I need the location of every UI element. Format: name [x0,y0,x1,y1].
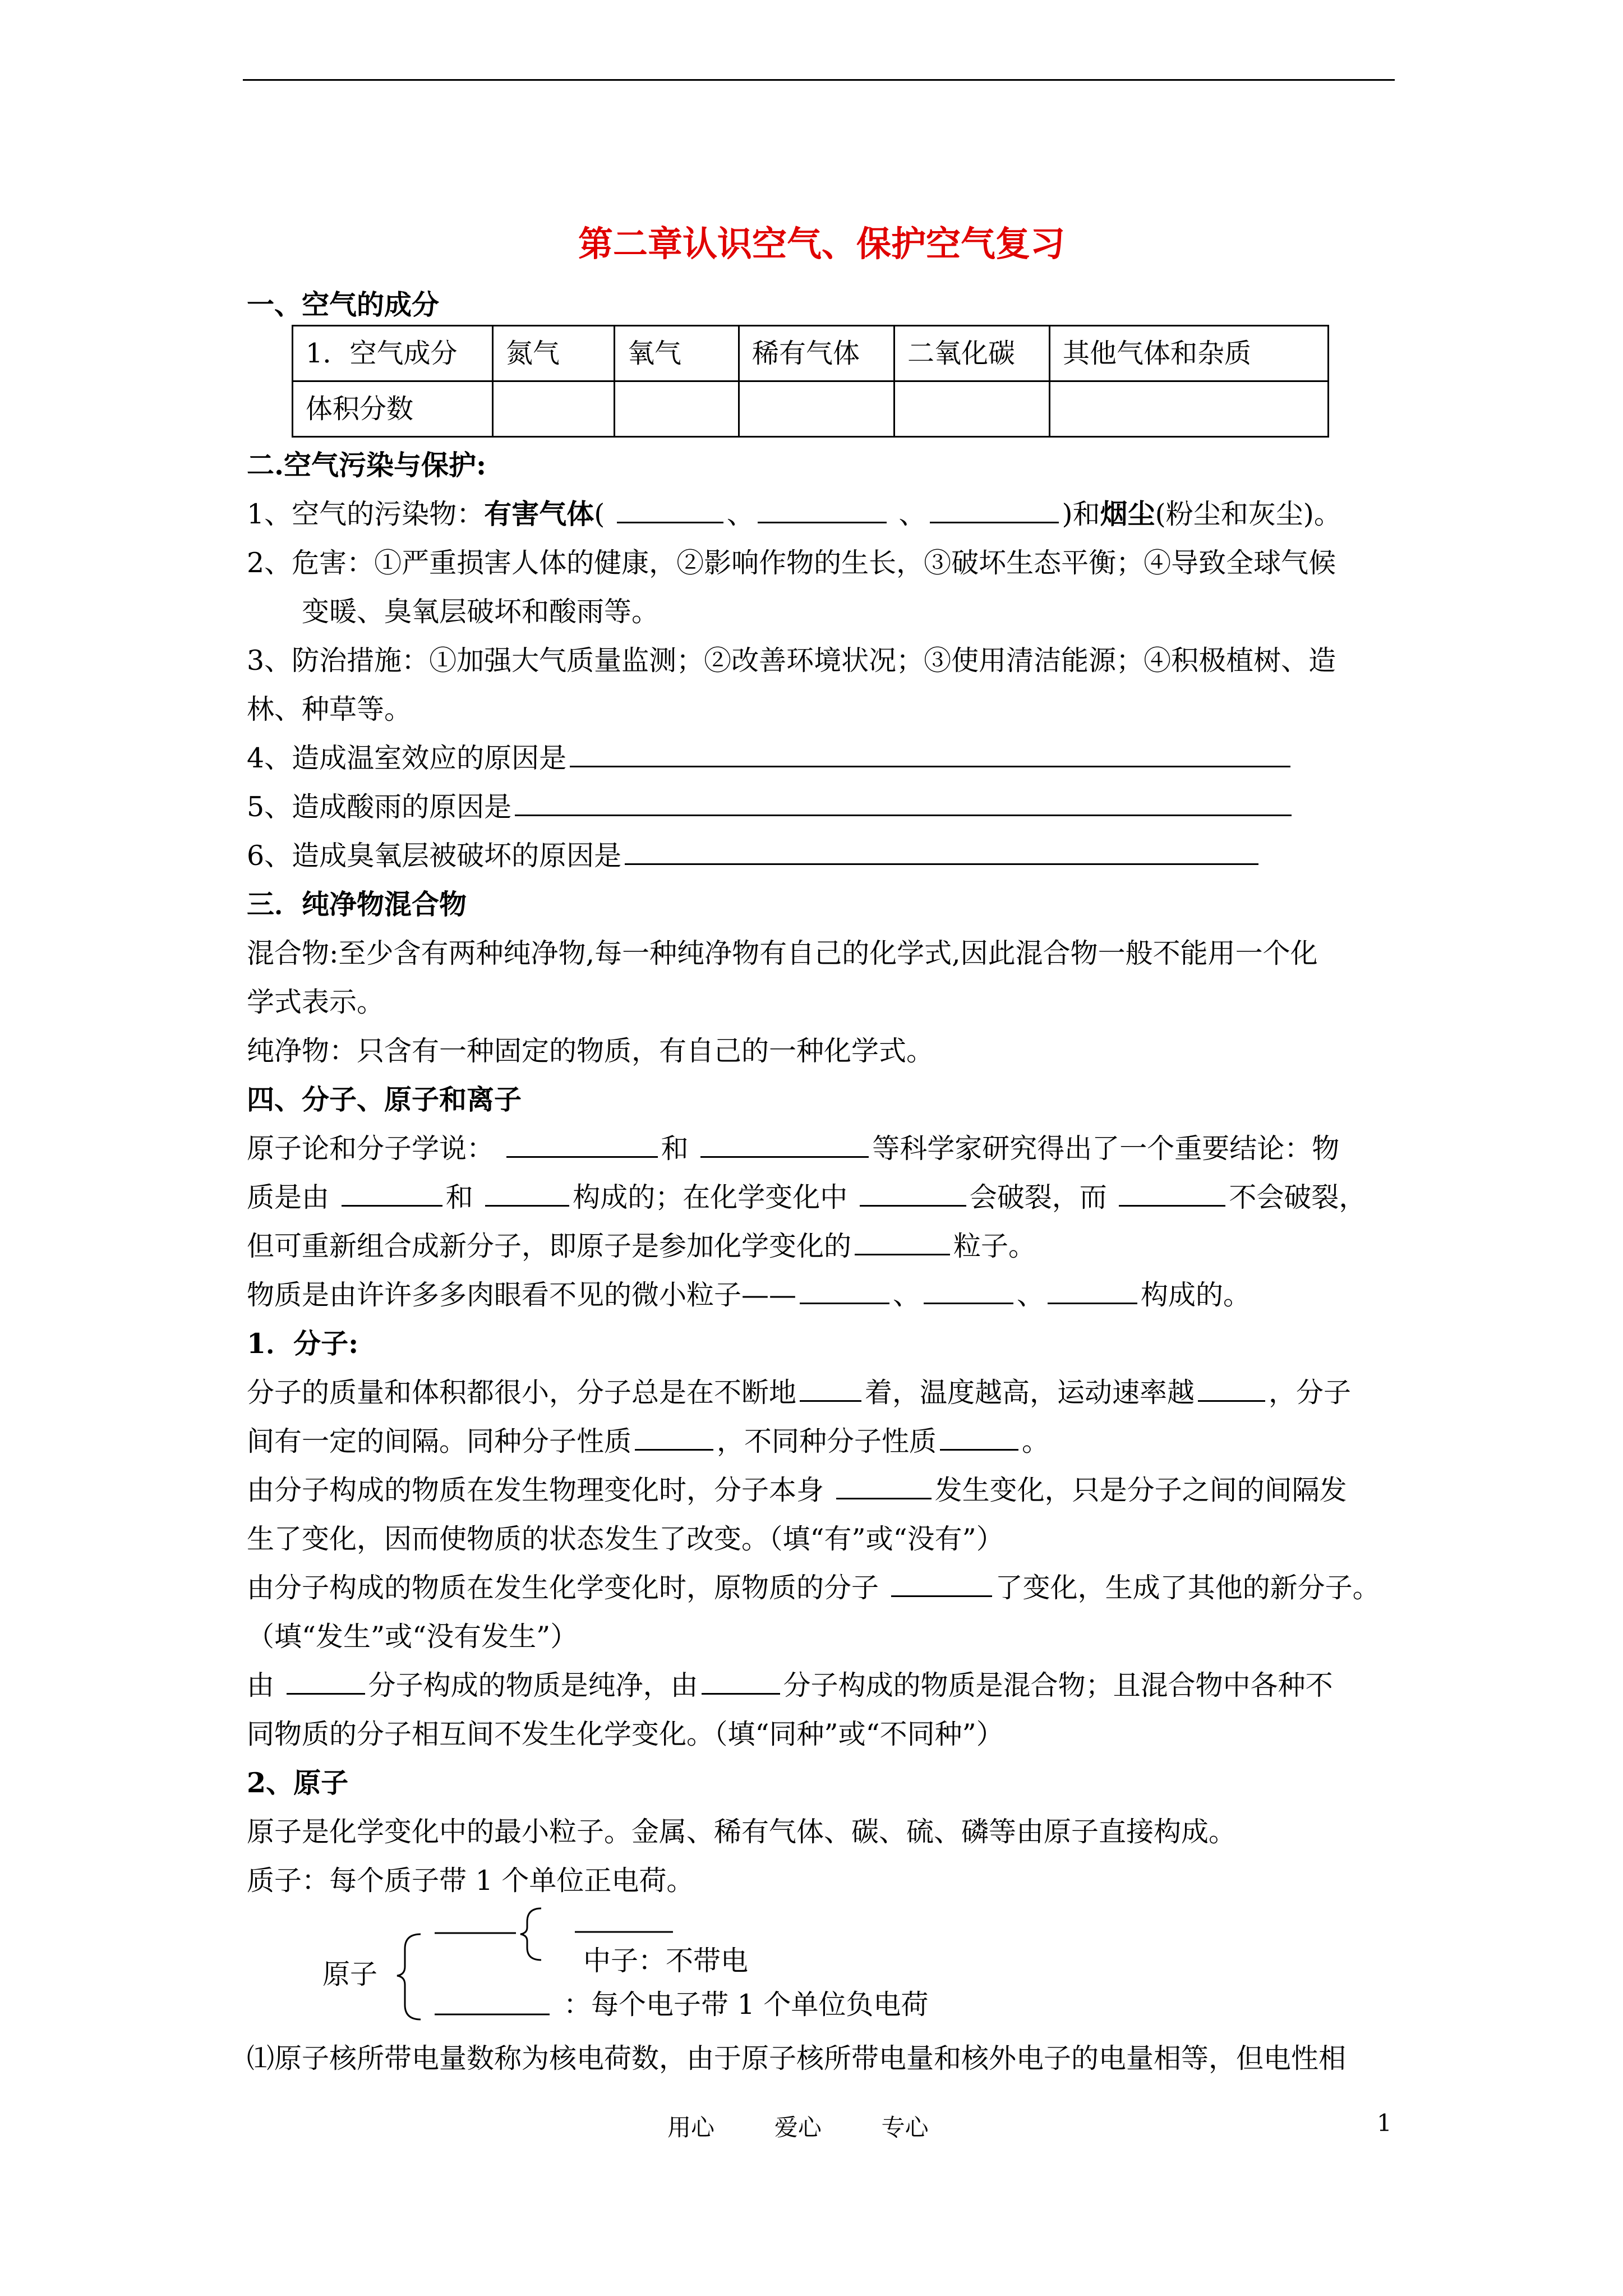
fill-blank[interactable] [506,1126,658,1158]
fill-blank[interactable] [930,491,1059,523]
table-header-cell: 其他气体和杂质 [1050,326,1329,381]
fill-blank[interactable] [940,1419,1018,1451]
fill-blank[interactable] [515,784,1292,816]
table-cell [739,381,895,437]
text-line: 1、空气的污染物：有害气体( 、 、 )和烟尘(粉尘和灰尘)。 [247,490,1396,539]
fill-blank[interactable] [758,491,887,523]
table-header-cell: 氧气 [615,326,739,381]
text-line: 变暖、臭氧层破坏和酸雨等。 [302,596,660,628]
text-line: 分子的质量和体积都很小，分子总是在不断地 着，温度越高，运动速率越 ，分子 [247,1368,1396,1417]
table-cell [1050,381,1329,437]
table-row-label: 体积分数 [293,381,493,437]
table-cell [615,381,739,437]
text-line: 物质是由许许多多肉眼看不见的微小粒子—— 、 、 构成的。 [247,1271,1396,1319]
section-heading-particles: 四、分子、原子和离子 [247,1083,522,1116]
subheading-atom: 2、原子 [247,1766,349,1799]
text-line: 混合物:至少含有两种纯净物,每一种纯净物有自己的化学式,因此混合物一般不能用一个化 [247,937,1318,969]
text-line: 由分子构成的物质在发生物理变化时，分子本身 发生变化，只是分子之间的间隔发 [247,1466,1396,1515]
atom-label: 原子 [322,1958,378,1990]
fill-blank[interactable] [1198,1370,1265,1402]
fill-blank[interactable] [1119,1175,1225,1207]
fill-blank[interactable] [485,1175,569,1207]
fill-blank[interactable] [800,1370,861,1402]
text-line: 5、造成酸雨的原因是 [247,783,1396,831]
fill-blank[interactable] [625,833,1258,865]
fill-blank[interactable] [570,735,1290,767]
fill-blank[interactable] [1048,1272,1137,1304]
text-line: 6、造成臭氧层被破坏的原因是 [247,831,1396,880]
footer-motto: 用心 爱心 专心 [667,2114,929,2141]
table-cell [493,381,615,437]
document-body [247,213,1396,2083]
text-line: 质子：每个质子带 1 个单位正电荷。 [247,1865,694,1897]
fill-blank[interactable] [924,1272,1013,1304]
text-line: （填“发生”或“没有发生”） [247,1621,578,1653]
fill-blank[interactable] [702,1663,780,1695]
text-line: ⑴原子核所带电量数称为核电荷数，由于原子核所带电量和核外电子的电量相等，但电性相 [247,2042,1347,2074]
fill-blank[interactable] [860,1175,966,1207]
subheading-molecule: 1．分子: [247,1327,359,1360]
fill-blank[interactable] [287,1663,365,1695]
fill-blank[interactable] [617,491,723,523]
text-line: 学式表示。 [247,986,385,1018]
section-heading-air-composition: 一、空气的成分 [247,288,440,321]
air-composition-table [292,325,1329,438]
table-cell [895,381,1050,437]
atom-structure-diagram [247,1905,1396,2034]
text-line: 但可重新组合成新分子，即原子是参加化学变化的 粒子。 [247,1222,1396,1271]
section-heading-pollution: 二.空气污染与保护: [247,449,487,481]
text-line: 间有一定的间隔。同种分子性质 ，不同种分子性质 。 [247,1417,1396,1466]
text-line: 纯净物：只含有一种固定的物质，有自己的一种化学式。 [247,1035,934,1067]
text-line: 原子论和分子学说： 和 等科学家研究得出了一个重要结论：物 [247,1124,1396,1173]
fill-blank[interactable] [836,1467,932,1499]
page-title: 第二章认识空气、保护空气复习 [578,223,1065,264]
fill-blank[interactable] [891,1565,992,1597]
text-line: 由 分子构成的物质是纯净，由 分子构成的物质是混合物；且混合物中各种不 [247,1661,1396,1710]
bold-term: 烟尘 [1100,498,1155,530]
text-line: 3、防治措施：①加强大气质量监测；②改善环境状况；③使用清洁能源；④积极植树、造 [247,645,1336,677]
fill-blank[interactable] [855,1223,950,1255]
table-header-cell: 二氧化碳 [895,326,1050,381]
text-line: 生了变化，因而使物质的状态发生了改变。（填“有”或“没有”） [247,1523,1004,1555]
text-line: 4、造成温室效应的原因是 [247,734,1396,783]
text-line: 林、种草等。 [247,693,412,725]
bold-term: 有害气体 [484,498,594,530]
fill-blank[interactable] [700,1126,869,1158]
table-header-cell: 稀有气体 [739,326,895,381]
text-line: 原子是化学变化中的最小粒子。金属、稀有气体、碳、硫、磷等由原子直接构成。 [247,1816,1237,1848]
fill-blank[interactable] [635,1419,713,1451]
electron-label: ：每个电子带 1 个单位负电荷 [564,1989,929,2021]
fill-blank[interactable] [800,1272,889,1304]
text-line: 由分子构成的物质在发生化学变化时，原物质的分子 了变化，生成了其他的新分子。 [247,1563,1396,1612]
text-line: 同物质的分子相互间不发生化学变化。（填“同种”或“不同种”） [247,1718,1004,1750]
table-row [293,381,1329,437]
table-header-cell: 氮气 [493,326,615,381]
text-line: 质是由 和 构成的；在化学变化中 会破裂，而 不会破裂， [247,1173,1396,1222]
page-number: 1 [1377,2109,1392,2137]
fill-blank[interactable] [342,1175,442,1207]
table-header-cell: 1．空气成分 [293,326,493,381]
text-line: 2、危害：①严重损害人体的健康，②影响作物的生长，③破坏生态平衡；④导致全球气候 [247,547,1336,579]
section-heading-pure-mixture: 三．纯净物混合物 [247,888,467,921]
header-rule [243,79,1395,81]
table-row [293,326,1329,381]
neutron-label: 中子：不带电 [583,1945,749,1977]
